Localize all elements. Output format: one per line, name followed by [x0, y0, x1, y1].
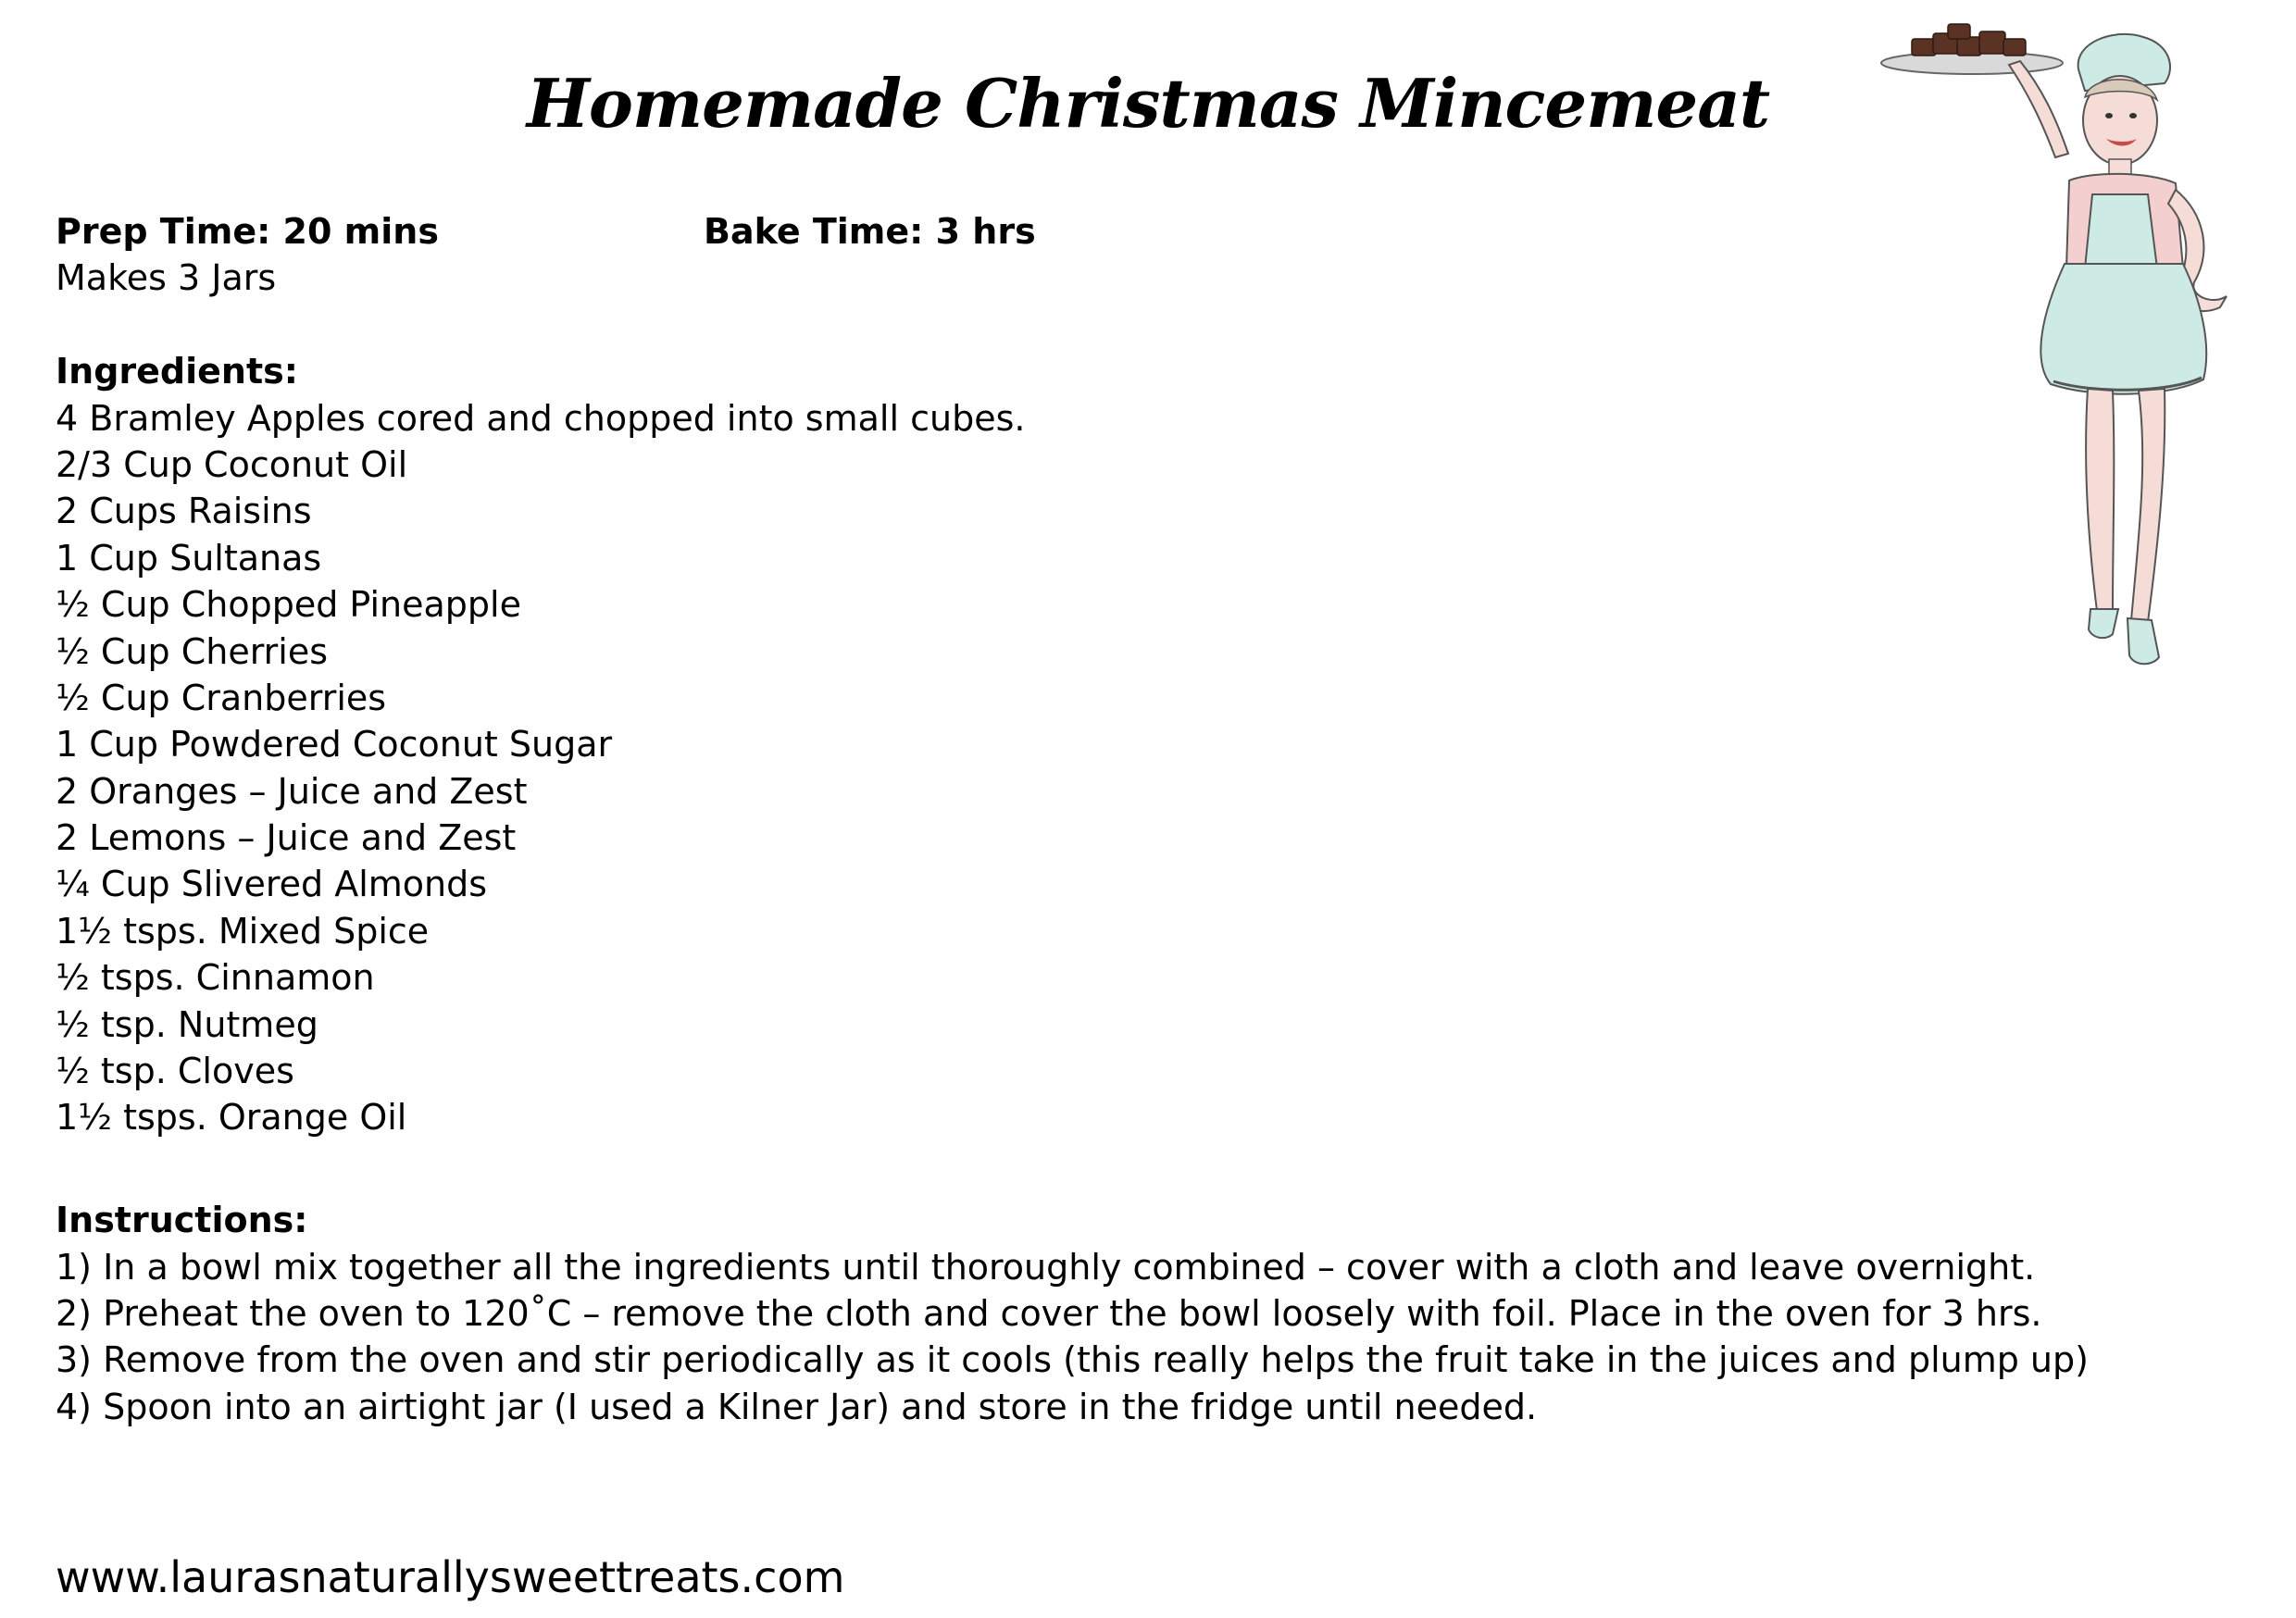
raised-arm-shape [2009, 61, 2068, 157]
ingredient-item: ½ tsp. Cloves [56, 1051, 294, 1092]
instruction-step: 4) Spoon into an airtight jar (I used a Kilner Jar) and store in the fridge until needed. [56, 1386, 1538, 1427]
ingredient-item: 1½ tsps. Orange Oil [56, 1097, 407, 1139]
section-spacer [56, 302, 2089, 348]
ingredient-item: ½ Cup Cherries [56, 630, 329, 672]
ingredient-item: 2 Cups Raisins [56, 491, 312, 532]
ingredients-heading: Ingredients: [56, 351, 298, 392]
instruction-step: 1) In a bowl mix together all the ingredients until thoroughly combined – cover with a cloth and leave overnight. [56, 1246, 2036, 1288]
bake-time: Bake Time: 3 hrs [704, 211, 1036, 252]
instruction-step: 3) Remove from the oven and stir periodically as it cools (this really helps the fruit take in the juices and plump up) [56, 1339, 2089, 1381]
ingredient-item: 1½ tsps. Mixed Spice [56, 910, 430, 952]
ingredient-item: ½ Cup Chopped Pineapple [56, 584, 521, 626]
skirt-shape [2040, 264, 2206, 394]
recipe-title: Homemade Christmas Mincemeat [526, 64, 1770, 143]
ingredient-item: 2/3 Cup Coconut Oil [56, 443, 408, 485]
recipe-yield: Makes 3 Jars [56, 257, 277, 299]
ingredient-item: 1 Cup Sultanas [56, 537, 322, 579]
instructions-heading: Instructions: [56, 1200, 308, 1241]
ingredient-item: ¼ Cup Slivered Almonds [56, 864, 488, 905]
ingredient-item: 2 Lemons – Juice and Zest [56, 817, 517, 859]
website-link[interactable]: www.laurasnaturallysweettreats.com [56, 1552, 845, 1602]
section-spacer [56, 1141, 2089, 1188]
ingredient-item: 2 Oranges – Juice and Zest [56, 770, 528, 812]
right-leg-shape [2131, 389, 2165, 622]
apron-bib-shape [2085, 194, 2157, 268]
instruction-step: 2) Preheat the oven to 120˚C – remove the cloth and cover the bowl loosely with foil. Place in the oven for 3 hrs. [56, 1292, 2042, 1334]
recipe-meta-row [56, 208, 2089, 255]
left-shoe-shape [2089, 609, 2118, 638]
ingredient-item: ½ tsp. Nutmeg [56, 1003, 318, 1045]
treats-shape [1912, 24, 2026, 56]
ingredient-item: 4 Bramley Apples cored and chopped into small cubes. [56, 397, 1026, 439]
ingredient-item: 1 Cup Powdered Coconut Sugar [56, 724, 613, 765]
ingredients-list [56, 395, 2089, 1141]
left-leg-shape [2086, 389, 2114, 611]
retro-chef-illustration [1870, 19, 2259, 703]
recipe-body [56, 208, 2089, 1430]
ingredient-item: ½ Cup Cranberries [56, 677, 387, 718]
right-shoe-shape [2128, 618, 2159, 664]
ingredient-item: ½ tsps. Cinnamon [56, 957, 375, 999]
prep-time: Prep Time: 20 mins [56, 211, 439, 252]
instructions-list [56, 1244, 2089, 1431]
section-spacer [56, 1188, 2089, 1197]
